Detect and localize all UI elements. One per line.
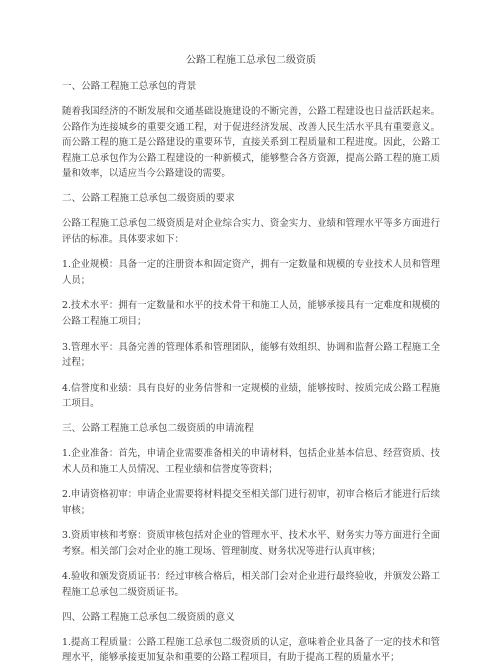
section-heading-requirements: 二、公路工程施工总承包二级资质的要求 [62,192,235,204]
list-item: 4.验收和颁发资质证书：经过审核合格后，相关部门会对企业进行最终验收，并颁发公路工程施工总承包二级资质证书。 [62,571,440,599]
list-item: 1.提高工程质量：公路工程施工总承包二级资质的认定，意味着企业具备了一定的技术和管理水平，能够承接更加复杂和重要的公路工程项目，有助于提高工程的质量水平； [62,636,440,664]
list-item: 3.资质审核和考察：资质审核包括对企业的管理水平、技术水平、财务实力等方面进行全面考察。相关部门会对企业的施工现场、管理制度、财务状况等进行认真审核； [62,530,440,557]
list-item: 3.管理水平：具备完善的管理体系和管理团队，能够有效组织、协调和监督公路工程施工全过程； [62,341,440,369]
list-item: 2.申请资格初审：申请企业需要将材料提交至相关部门进行初审，初审合格后才能进行后续审核； [62,489,440,516]
section-heading-background: 一、公路工程施工总承包的背景 [62,81,197,92]
list-item: 1.企业准备：首先，申请企业需要准备相关的申请材料，包括企业基本信息、经营资质、技术人员和施工人员情况、工程业绩和信誉度等资料； [62,447,440,475]
document-title: 公路工程施工总承包二级资质 [186,55,316,66]
section-paragraph: 公路工程施工总承包二级资质是对企业综合实力、资金实力、业绩和管理水平等多方面进行评估的标准。具体要求如下： [62,217,440,245]
section-heading-significance: 四、公路工程施工总承包二级资质的意义 [62,611,235,623]
list-item: 1.企业规模：具备一定的注册资本和固定资产，拥有一定数量和规模的专业技术人员和管理人员； [62,259,440,286]
list-item: 4.信誉度和业绩：具有良好的业务信誉和一定规模的业绩，能够按时、按质完成公路工程施工项目。 [62,382,440,410]
list-item: 2.技术水平：拥有一定数量和水平的技术骨干和施工人员，能够承接具有一定难度和规模的公路工程施工项目； [62,300,440,327]
section-heading-application-process: 三、公路工程施工总承包二级资质的申请流程 [62,422,254,434]
section-paragraph: 随着我国经济的不断发展和交通基础设施建设的不断完善，公路工程建设也日益活跃起来。公路作为连接城乡的重要交通工程，对于促进经济发展、改善人民生活水平具有重要意义。而公路工程的施工是公路建设的重要环节，直接关系到工程质量和工程进度。因此，公路工程施工总承包作为公路工程建设的一种新模式，能够整合各方资源，提高公路工程的施工质量和效率，以适应当今公路建设的需要。 [62,106,440,180]
